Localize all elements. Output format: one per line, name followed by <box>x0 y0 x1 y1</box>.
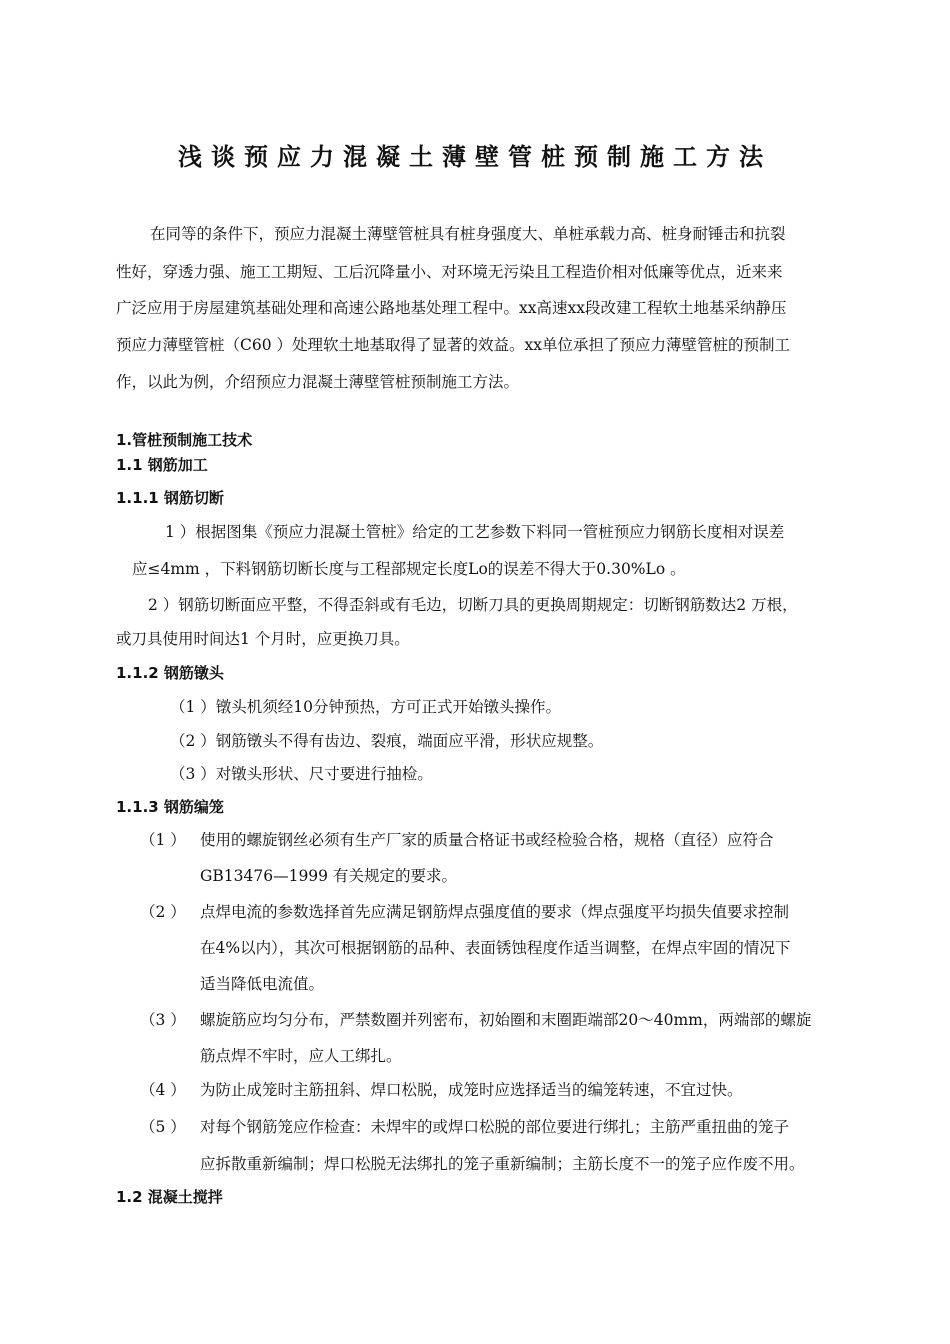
intro-line: 广泛应用于房屋建筑基础处理和高速公路地基处理工程中。xx高速xx段改建工程软土地基采纳静压 <box>116 299 787 317</box>
cage-line: 点焊电流的参数选择首先应满足钢筋焊点强度值的要求（焊点强度平均损失值要求控制 <box>200 903 790 921</box>
cage-line: 为防止成笼时主筋扭斜、焊口松脱，成笼时应选择适当的编笼转速，不宜过快。 <box>200 1081 743 1099</box>
section-heading: 1.2 混凝土搅拌 <box>116 1188 223 1206</box>
cage-line: 应拆散重新编制；焊口松脱无法绑扎的笼子重新编制；主筋长度不一的笼子应作废不用。 <box>200 1155 805 1173</box>
upsetting-line: （1 ）镦头机须经10分钟预热，方可正式开始镦头操作。 <box>170 698 562 716</box>
cage-item-number: （2 ） <box>140 903 186 921</box>
upsetting-line: （3 ）对镦头形状、尺寸要进行抽检。 <box>170 765 433 783</box>
cutting-line: 1 ）根据图集《预应力混凝土管桩》给定的工艺参数下料同一管桩预应力钢筋长度相对误差 <box>165 523 785 541</box>
intro-line: 在同等的条件下，预应力混凝土薄壁管桩具有桩身强度大、单桩承载力高、桩身耐锤击和抗裂 <box>150 225 786 243</box>
intro-line: 预应力薄壁管桩（C60 ）处理软土地基取得了显著的效益。xx单位承担了预应力薄壁管桩的预制工 <box>116 336 790 354</box>
intro-line: 性好，穿透力强、施工工期短、工后沉降量小、对环境无污染且工程造价相对低廉等优点，近来来 <box>116 263 783 281</box>
cage-item-number: （3 ） <box>140 1011 186 1029</box>
document-title: 浅谈预应力混凝土薄壁管桩预制施工方法 <box>178 143 772 171</box>
section-heading: 1.1.3 钢筋编笼 <box>116 798 224 816</box>
intro-line: 作，以此为例，介绍预应力混凝土薄壁管桩预制施工方法。 <box>116 373 520 391</box>
section-heading: 1.1 钢筋加工 <box>116 456 208 474</box>
section-heading: 1.1.1 钢筋切断 <box>116 489 224 507</box>
section-heading: 1.1.2 钢筋镦头 <box>116 664 224 682</box>
upsetting-line: （2 ）钢筋镦头不得有齿边、裂痕，端面应平滑，形状应规整。 <box>170 732 604 750</box>
cage-line: GB13476—1999 有关规定的要求。 <box>200 867 457 885</box>
section-heading: 1.管桩预制施工技术 <box>116 431 253 449</box>
cage-line: 螺旋筋应均匀分布，严禁数圈并列密布，初始圈和末圈距端部20～40mm，两端部的螺旋 <box>200 1011 812 1029</box>
cage-line: 对每个钢筋笼应作检查：未焊牢的或焊口松脱的部位要进行绑扎；主筋严重扭曲的笼子 <box>200 1118 790 1136</box>
cage-line: 在4%以内），其次可根据钢筋的品种、表面锈蚀程度作适当调整，在焊点牢固的情况下 <box>200 939 791 957</box>
cutting-line: 应≤4mm ，下料钢筋切断长度与工程部规定长度Lo的误差不得大于0.30%Lo 。 <box>132 560 686 578</box>
cutting-line: 2 ）钢筋切断面应平整，不得歪斜或有毛边，切断刀具的更换周期规定：切断钢筋数达2 万根， <box>148 596 798 614</box>
cage-item-number: （1 ） <box>140 831 186 849</box>
cage-item-number: （5 ） <box>140 1118 186 1136</box>
cage-line: 适当降低电流值。 <box>200 975 325 993</box>
cage-line: 筋点焊不牢时，应人工绑扎。 <box>200 1047 402 1065</box>
cage-item-number: （4 ） <box>140 1081 186 1099</box>
cage-line: 使用的螺旋钢丝必须有生产厂家的质量合格证书或经检验合格，规格（直径）应符合 <box>200 831 774 849</box>
cutting-line: 或刀具使用时间达1 个月时，应更换刀具。 <box>116 630 410 648</box>
